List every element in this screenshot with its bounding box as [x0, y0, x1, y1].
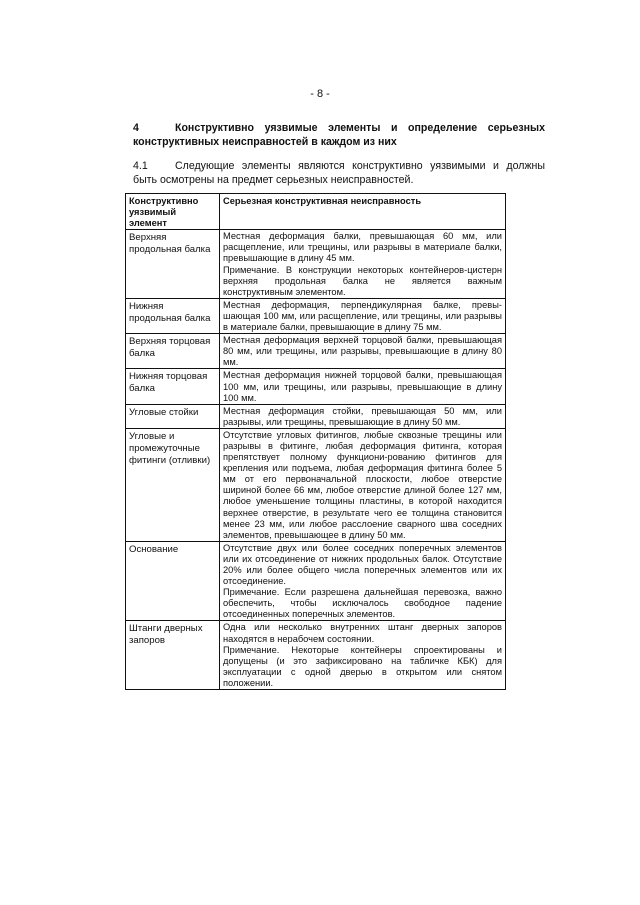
defect-note: Примечание. В конструкции некоторых контейнеров-цистерн верхняя продольная балка не является важным конструктивным элементом. — [223, 264, 502, 297]
table-row — [126, 404, 506, 428]
defect-note: Примечание. Если разрешена дальнейшая перевозка, важно обеспечить, чтобы исключалось свободное падение отсоединенных поперечных элементов. — [223, 587, 502, 620]
defect-cell — [220, 541, 506, 621]
defect-text: Местная деформация верхней торцовой балки, превышающая 80 мм, или трещины, или разрывы, превышающие в длину 80 мм. — [223, 335, 502, 368]
element-cell: Нижняя продольная балка — [126, 298, 220, 333]
header-element: Конструктивно уязвимый элемент — [126, 194, 220, 230]
element-cell: Основание — [126, 541, 220, 621]
element-cell: Верхняя продольная балка — [126, 230, 220, 299]
section-heading — [133, 121, 545, 149]
element-cell: Нижняя торцовая балка — [126, 369, 220, 404]
table-row — [126, 298, 506, 333]
element-cell: Верхняя торцовая балка — [126, 334, 220, 369]
section-title-line-2: конструктивных неисправностей в каждом из них — [133, 136, 397, 148]
defect-cell — [220, 369, 506, 404]
table-row — [126, 369, 506, 404]
table-row — [126, 428, 506, 541]
defects-table — [125, 193, 506, 690]
defect-cell — [220, 404, 506, 428]
intro-line-2: быть осмотрены на предмет серьезных неисправностей. — [133, 174, 414, 186]
defect-cell — [220, 621, 506, 690]
table-row — [126, 230, 506, 299]
element-cell: Угловые стойки — [126, 404, 220, 428]
defect-text: Местная деформация, перпендикулярная балке, превы-шающая 100 мм, или расщепление, или трещины, или разрывы в материале балки, превышающие в длину 75 мм. — [223, 299, 502, 333]
table-row — [126, 541, 506, 621]
defect-cell — [220, 230, 506, 299]
table-header-row — [126, 194, 506, 230]
element-cell: Угловые и промежуточные фитинги (отливки) — [126, 428, 220, 541]
defect-cell — [220, 428, 506, 541]
defect-text: Местная деформация балки, превышающая 60 мм, или расщепление, или трещины, или разрывы в материале балки, превышающие в длину 45 мм. — [223, 231, 502, 264]
intro-number: 4.1 — [133, 160, 148, 172]
section-title-line-1: Конструктивно уязвимые элементы и определение серьезных — [175, 122, 545, 134]
table-row — [126, 334, 506, 369]
defect-text: Местная деформация стойки, превышающая 50 мм, или разрывы, или трещины, превышающие в длину 50 мм. — [223, 405, 502, 427]
table-row — [126, 621, 506, 690]
defect-text: Отсутствие угловых фитингов, любые сквозные трещины или разрывы в фитинге, любая деформация фитинга, которая препятствует полному функциони-рованию фитингов для крепления или подъема, любая деформация фитинга более 5 мм от его первоначальной плоскости, любое отверстие шириной более 66 мм, любое отверстие длиной более 127 мм, любое уменьшение толщины пластины, в которой находится верхнее отверстие, в результате чего ее толщина становится менее 23 мм, или любое расслоение сварного шва соседних элементов, превышающее в длину 50 мм. — [223, 429, 502, 540]
header-defect: Серьезная конструктивная неисправность — [220, 194, 506, 230]
page-number: - 8 - — [310, 88, 330, 100]
defect-cell — [220, 298, 506, 333]
defect-note: Примечание. Некоторые контейнеры спроектированы и допущены (и это зафиксировано на табличке КБК) для эксплуатации с одной дверью в открытом или снятом положении. — [223, 644, 502, 688]
intro-line-1: Следующие элементы являются конструктивно уязвимыми и должны — [175, 160, 545, 172]
defect-cell — [220, 334, 506, 369]
element-cell: Штанги дверных запоров — [126, 621, 220, 690]
intro-paragraph — [133, 159, 545, 187]
section-number: 4 — [133, 122, 139, 134]
defect-text: Отсутствие двух или более соседних поперечных элементов или их отсоединение от нижних продольных балок. Отсутствие 20% или более общего числа поперечных элементов или их отсоединение. — [223, 542, 502, 587]
defect-text: Местная деформация нижней торцовой балки, превышающая 100 мм, или трещины, или разрывы, превышающие в длину 100 мм. — [223, 370, 502, 403]
defect-text: Одна или несколько внутренних штанг дверных запоров находятся в нерабочем состоянии. — [223, 622, 502, 644]
